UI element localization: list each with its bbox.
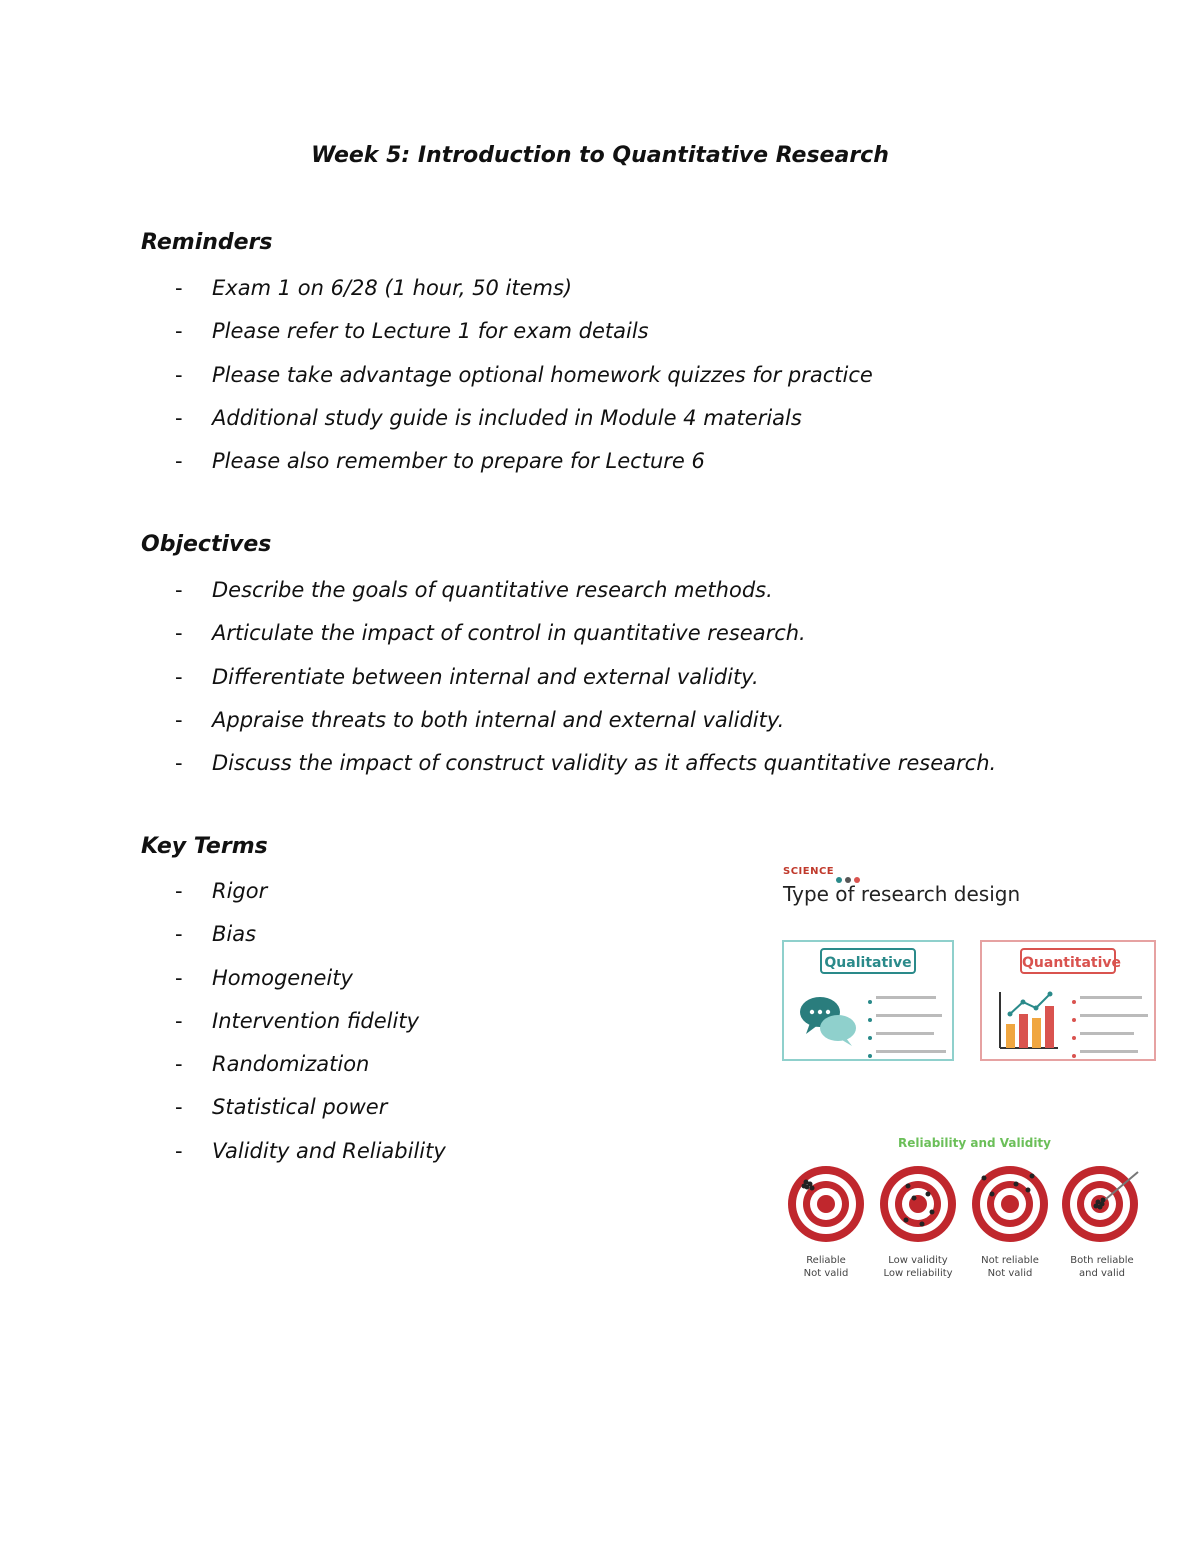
list-item: - Please also remember to prepare for Lecture 6 [175, 446, 873, 489]
quantitative-panel [980, 940, 1156, 1061]
target-icon [786, 1164, 866, 1244]
target-label: Not reliable [981, 1255, 1039, 1266]
reminders-list [175, 273, 873, 489]
qualitative-panel [782, 940, 954, 1061]
target-reliable-not-valid [782, 1164, 870, 1280]
target-label: Low validity [888, 1255, 948, 1266]
list-item: - Rigor [175, 876, 446, 919]
research-design-title: Type of research design [783, 882, 1021, 906]
list-item: - Homogeneity [175, 963, 446, 1006]
reliability-validity-figure [780, 1130, 1160, 1290]
objectives-heading: Objectives [141, 532, 272, 557]
list-item: - Articulate the impact of control in quantitative research. [175, 618, 996, 661]
key-terms-list [175, 876, 446, 1179]
target-label: Not valid [987, 1268, 1033, 1279]
target-label: Reliable [806, 1255, 846, 1266]
science-kicker: SCIENCE [783, 866, 835, 877]
research-design-figure [782, 862, 1162, 1072]
reliability-title: Reliability and Validity [898, 1136, 1051, 1150]
list-item: - Randomization [175, 1049, 446, 1092]
target-label: Both reliable [1070, 1255, 1134, 1266]
list-item: - Appraise threats to both internal and external validity. [175, 705, 996, 748]
list-item: - Please take advantage optional homework quizzes for practice [175, 360, 873, 403]
target-icon [1060, 1164, 1144, 1244]
page-title: Week 5: Introduction to Quantitative Research [311, 143, 889, 168]
target-icon [878, 1164, 958, 1244]
target-icon [970, 1164, 1050, 1244]
list-item: - Please refer to Lecture 1 for exam details [175, 316, 873, 359]
quantitative-bullets [1072, 992, 1158, 1068]
target-low-validity-low-reliability [874, 1164, 962, 1280]
quantitative-label: Quantitative [1020, 948, 1116, 974]
list-item: - Describe the goals of quantitative research methods. [175, 575, 996, 618]
target-not-reliable-not-valid [966, 1164, 1054, 1280]
list-item: - Discuss the impact of construct validity as it affects quantitative research. [175, 748, 996, 791]
list-item: - Validity and Reliability [175, 1136, 446, 1179]
list-item: - Exam 1 on 6/28 (1 hour, 50 items) [175, 273, 873, 316]
target-label: Low reliability [883, 1268, 953, 1279]
list-item: - Additional study guide is included in Module 4 materials [175, 403, 873, 446]
list-item: - Bias [175, 919, 446, 962]
target-reliable-and-valid [1058, 1164, 1146, 1280]
reminders-heading: Reminders [141, 230, 273, 255]
list-item: - Differentiate between internal and external validity. [175, 662, 996, 705]
list-item: - Intervention fidelity [175, 1006, 446, 1049]
qualitative-bullets [868, 992, 954, 1068]
key-terms-heading: Key Terms [141, 834, 268, 859]
qualitative-label: Qualitative [820, 948, 916, 974]
target-label: Not valid [803, 1268, 849, 1279]
bar-chart-icon [992, 988, 1062, 1054]
target-label: and valid [1079, 1268, 1125, 1279]
objectives-list [175, 575, 996, 791]
speech-bubbles-icon [794, 990, 864, 1050]
list-item: - Statistical power [175, 1092, 446, 1135]
